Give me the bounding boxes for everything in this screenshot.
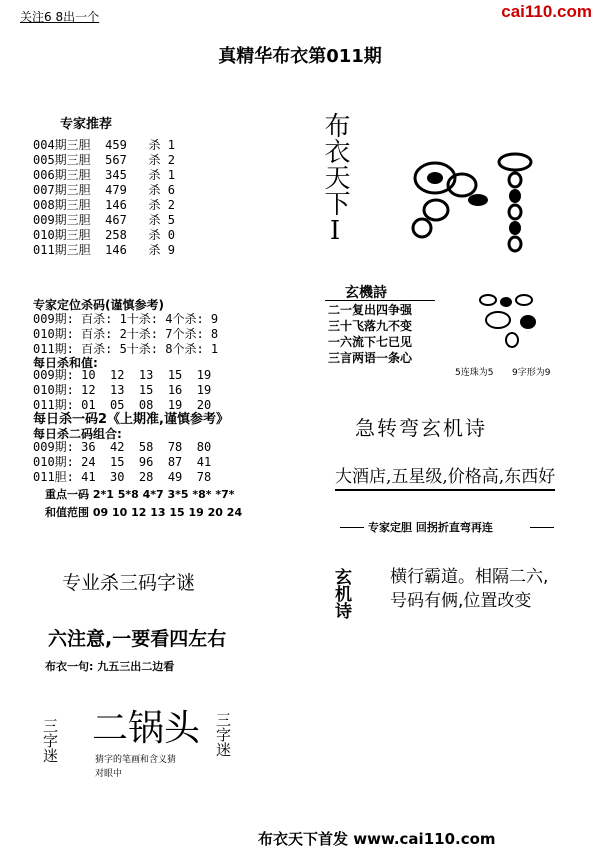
- expert-title: 专家推荐: [60, 117, 113, 132]
- guotou-main: 二锅头: [92, 708, 201, 749]
- kill-pos-row: 010期: 百杀: 2十杀: 7个杀: 8: [33, 327, 219, 341]
- page-title: 真精华布衣第011期: [218, 46, 382, 67]
- riddle-line2: 布衣一句: 九五三出二边看: [45, 660, 175, 673]
- range-line: 和值范围 09 10 12 13 15 19 20 24: [45, 506, 243, 519]
- sum-kill-title: 每日杀和值:: [33, 356, 98, 370]
- coins-illustration: [468, 290, 558, 350]
- expert-list: [33, 138, 175, 258]
- expert-row: 007期三胆 479 杀 6: [33, 183, 175, 197]
- brand-link[interactable]: cai110.com: [501, 2, 592, 21]
- expert-row: 004期三胆 459 杀 1: [33, 138, 175, 152]
- kill-pos-row: 009期: 百杀: 1十杀: 4个杀: 9: [33, 312, 219, 326]
- expert-row: 010期三胆 258 杀 0: [33, 228, 175, 242]
- riddle-title: 专业杀三码字谜: [62, 572, 196, 594]
- one-code-row: 010期: 24 15 96 87 41: [33, 455, 212, 469]
- expert-row: 005期三胆 567 杀 2: [33, 153, 175, 167]
- xuanjishi-vertical: 玄机诗: [331, 568, 351, 619]
- poem-line: 三十飞落九不变: [328, 319, 413, 333]
- riddle-line1: 六注意,一要看四左右: [48, 628, 227, 650]
- one-code-row: 009期: 36 42 58 78 80: [33, 440, 212, 454]
- poem-line: 二一复出四争强: [328, 303, 413, 317]
- header-note: 关注6 8出一个: [20, 10, 100, 24]
- sum-kill-row: 009期: 10 12 13 15 19: [33, 368, 212, 382]
- expert-row: 011期三胆 146 杀 9: [33, 243, 175, 257]
- guotou-left: 三字迷: [41, 718, 59, 763]
- verse-line1: 横行霸道。相隔二六,: [390, 567, 549, 587]
- sum-kill-list: [33, 368, 211, 413]
- poem-line: 三言两语一条心: [328, 351, 413, 365]
- kill-pos-row: 011期: 百杀: 5十杀: 8个杀: 1: [33, 342, 219, 356]
- expert-row: 009期三胆 467 杀 5: [33, 213, 175, 227]
- sum-kill-row: 011期: 01 05 08 19 20: [33, 398, 212, 412]
- buyi-vertical-title: 布衣天下I: [320, 112, 350, 246]
- expert-rule-right: [530, 527, 554, 528]
- expert-row: 008期三胆 146 杀 2: [33, 198, 175, 212]
- kill-pos-title: 专家定位杀码(谨慎参考): [33, 298, 164, 312]
- guotou-note1: 猜字的笔画和含义猜: [95, 755, 177, 765]
- one-code-subtitle: 每日杀二码组合:: [33, 427, 122, 441]
- caption-a: 5连珠为5: [455, 368, 494, 378]
- one-code-row: 011胆: 41 30 28 49 78: [33, 470, 212, 484]
- guotou-right: 三字迷: [214, 712, 232, 757]
- poem-divider: [325, 300, 435, 301]
- poem-title: 玄機詩: [345, 285, 387, 301]
- expert-line: 专家定胆 回拐折直弯再连: [368, 521, 493, 534]
- banner-title: 急转弯玄机诗: [355, 416, 487, 440]
- poem-line: 一六流下七已见: [328, 335, 413, 349]
- poem-lines: [328, 302, 412, 366]
- focus-line: 重点一码 2*1 5*8 4*7 3*5 *8* *7*: [45, 488, 235, 501]
- caption-b: 9字形为9: [512, 368, 551, 378]
- expert-rule-left: [340, 527, 364, 528]
- expert-row: 006期三胆 345 杀 1: [33, 168, 175, 182]
- kill-pos-list: [33, 312, 218, 357]
- hotel-line: 大酒店,五星级,价格高,东西好: [335, 462, 555, 491]
- footer[interactable]: 布衣天下首发 www.cai110.com: [258, 830, 496, 848]
- one-code-list: [33, 440, 211, 485]
- abacus-illustration: [400, 150, 550, 255]
- guotou-note2: 对眼中: [95, 769, 123, 779]
- one-code-title: 每日杀一码2《上期准,谨慎参考》: [33, 412, 229, 427]
- sum-kill-row: 010期: 12 13 15 16 19: [33, 383, 212, 397]
- verse-line2: 号码有俩,位置改变: [390, 591, 532, 611]
